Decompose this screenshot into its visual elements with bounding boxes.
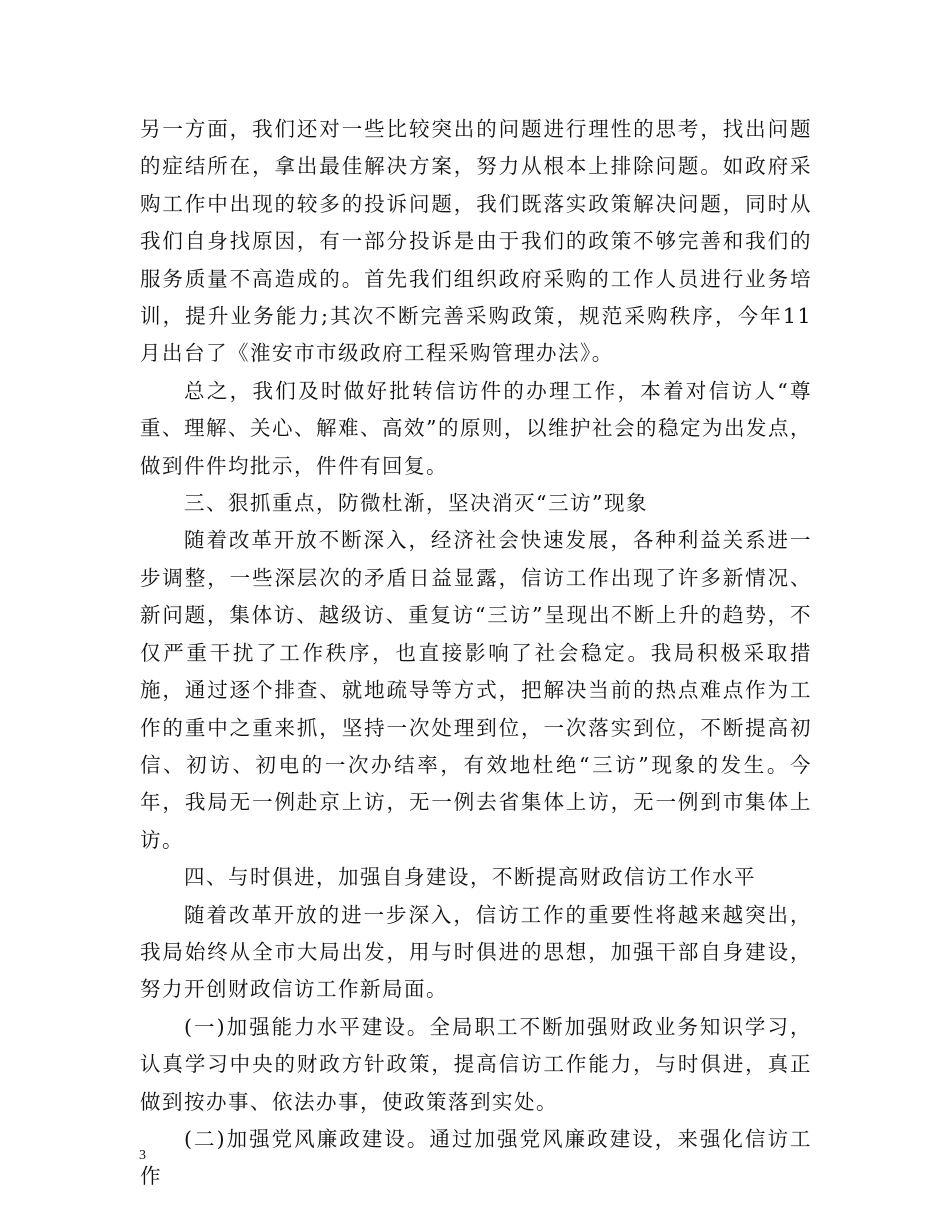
section-heading-four: 四、与时俱进，加强自身建设，不断提高财政信访工作水平 (184, 865, 756, 890)
section-heading-three: 三、狠抓重点，防微杜渐，坚决消灭“三访”现象 (184, 491, 648, 516)
paragraph-integrity-building: (二)加强党风廉政建设。通过加强党风廉政建设，来强化信访工作 (140, 1126, 812, 1189)
paragraph-procurement: 另一方面，我们还对一些比较突出的问题进行理性的思考，找出问题的症结所在，拿出最佳解决方案，努力从根本上排除问题。如政府采购工作中出现的较多的投诉问题，我们既落实政策解决问题，同时从我们自身找原因，有一部分投诉是由于我们的政策不够完善和我们的服务质量不高造成的。首先我们组织政府采购的工作人员进行业务培训，提升业务能力;其次不断完善采购政策，规范采购秩序，今年11月出台了《淮安市市级政府工程采购管理办法》。 (140, 117, 812, 366)
paragraph-self-building: 随着改革开放的进一步深入，信访工作的重要性将越来越突出，我局始终从全市大局出发，用与时俱进的思想，加强干部自身建设，努力开创财政信访工作新局面。 (140, 902, 812, 1002)
paragraph-ability-building: (一)加强能力水平建设。全局职工不断加强财政业务知识学习，认真学习中央的财政方针政策，提高信访工作能力，与时俱进，真正做到按办事、依法办事，使政策落到实处。 (140, 1014, 812, 1114)
body-text (140, 111, 812, 1196)
page-number: 3 (139, 1148, 146, 1163)
paragraph-summary: 总之，我们及时做好批转信访件的办理工作，本着对信访人“尊重、理解、关心、解难、高效”的原则，以维护社会的稳定为出发点，做到件件均批示，件件有回复。 (140, 378, 812, 478)
paragraph-three-visits: 随着改革开放不断深入，经济社会快速发展，各种利益关系进一步调整，一些深层次的矛盾日益显露，信访工作出现了许多新情况、新问题，集体访、越级访、重复访“三访”呈现出不断上升的趋势，不仅严重干扰了工作秩序，也直接影响了社会稳定。我局积极采取措施，通过逐个排查、就地疏导等方式，把解决当前的热点难点作为工作的重中之重来抓，坚持一次处理到位，一次落实到位，不断提高初信、初访、初电的一次办结率，有效地杜绝“三访”现象的发生。今年，我局无一例赴京上访，无一例去省集体上访，无一例到市集体上访。 (140, 528, 812, 852)
